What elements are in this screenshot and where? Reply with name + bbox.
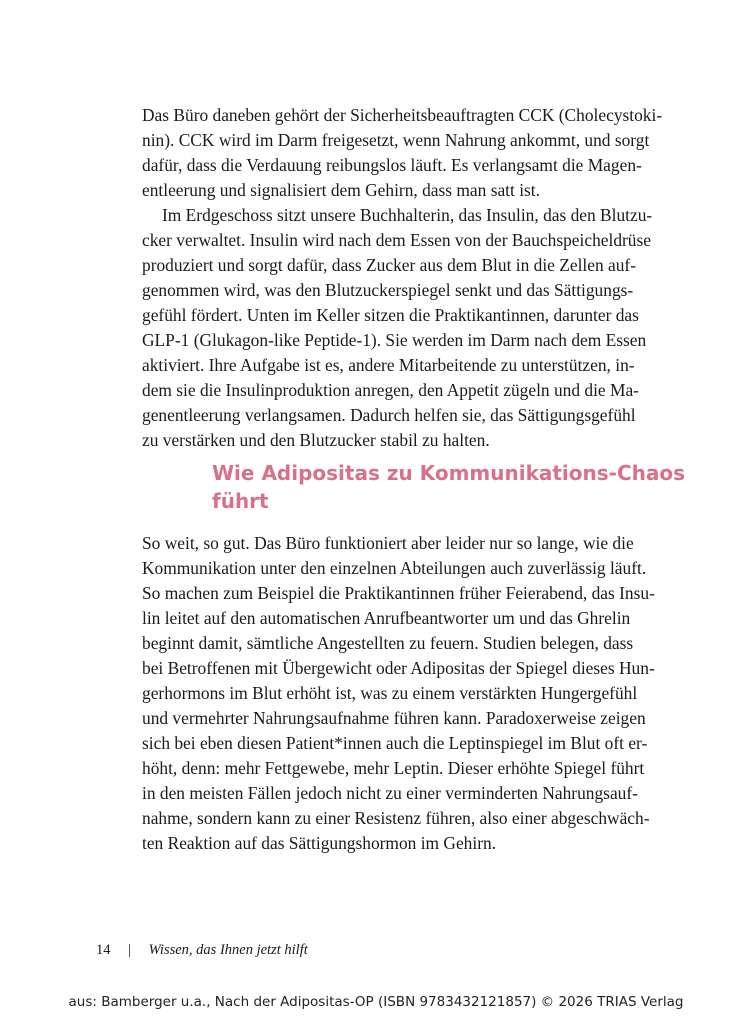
heading-line: Wie Adipositas zu Kommunikations-Chaos (212, 461, 686, 485)
text-line: genentleerung verlangsamen. Dadurch helfen sie, das Sättigungsgefühl (142, 405, 636, 425)
source-citation: aus: Bamberger u.a., Nach der Adipositas-OP (ISBN 9783432121857) © 2026 TRIAS Verlag (68, 994, 684, 1010)
text-line: dem sie die Insulinproduktion anregen, den Appetit zügeln und die Ma- (142, 380, 639, 400)
text-line: in den meisten Fällen jedoch nicht zu einer verminderten Nahrungsauf- (142, 783, 638, 803)
text-line: dafür, dass die Verdauung reibungslos läuft. Es verlangsamt die Magen- (142, 155, 642, 175)
text-line: aktiviert. Ihre Aufgabe ist es, andere Mitarbeitende zu unterstützen, in- (142, 355, 635, 375)
text-line: gefühl fördert. Unten im Keller sitzen die Praktikantinnen, darunter das (142, 305, 639, 325)
text-line: So weit, so gut. Das Büro funktioniert aber leider nur so lange, wie die (142, 533, 634, 553)
text-line: GLP-1 (Glukagon-like Peptide-1). Sie werden im Darm nach dem Essen (142, 330, 647, 350)
heading-line: führt (212, 489, 269, 513)
text-line: genommen wird, was den Blutzuckerspiegel senkt und das Sättigungs- (142, 280, 634, 300)
text-line: So machen zum Beispiel die Praktikantinnen früher Feierabend, das Insu- (142, 583, 655, 603)
text-line: beginnt damit, sämtliche Angestellten zu feuern. Studien belegen, dass (142, 633, 634, 653)
text-line: zu verstärken und den Blutzucker stabil zu halten. (142, 430, 490, 450)
text-line: entleerung und signalisiert dem Gehirn, dass man satt ist. (142, 180, 540, 200)
text-line: höht, denn: mehr Fettgewebe, mehr Leptin. Dieser erhöhte Spiegel führt (142, 758, 645, 778)
running-title: Wissen, das Ihnen jetzt hilft (148, 942, 308, 958)
text-line: sich bei eben diesen Patient*innen auch die Leptinspiegel im Blut oft er- (142, 733, 648, 753)
text-line: lin leitet auf den automatischen Anrufbeantworter um und das Ghrelin (142, 608, 631, 628)
text-line: bei Betroffenen mit Übergewicht oder Adipositas der Spiegel dieses Hun- (142, 658, 655, 678)
text-line: und vermehrter Nahrungsaufnahme führen kann. Paradoxerweise zeigen (142, 708, 646, 728)
text-line: cker verwaltet. Insulin wird nach dem Essen von der Bauchspeicheldrüse (142, 230, 651, 250)
page-footer (96, 940, 308, 960)
text-line: nin). CCK wird im Darm freigesetzt, wenn Nahrung ankommt, und sorgt (142, 130, 650, 150)
footer-separator: | (128, 942, 132, 958)
text-line: Das Büro daneben gehört der Sicherheitsbeauftragten CCK (Cholecystoki- (142, 105, 663, 125)
page-number: 14 (96, 942, 111, 958)
text-line: ten Reaktion auf das Sättigungshormon im Gehirn. (142, 833, 497, 853)
text-line: Im Erdgeschoss sitzt unsere Buchhalterin, das Insulin, das den Blutzu- (162, 205, 653, 225)
text-line: gerhormons im Blut erhöht ist, was zu einem verstärkten Hungergefühl (142, 683, 638, 703)
text-line: produziert und sorgt dafür, dass Zucker aus dem Blut in die Zellen auf- (142, 255, 636, 275)
text-line: nahme, sondern kann zu einer Resistenz führen, also einer abgeschwäch- (142, 808, 650, 828)
text-line: Kommunikation unter den einzelnen Abteilungen auch zuverlässig läuft. (142, 558, 647, 578)
